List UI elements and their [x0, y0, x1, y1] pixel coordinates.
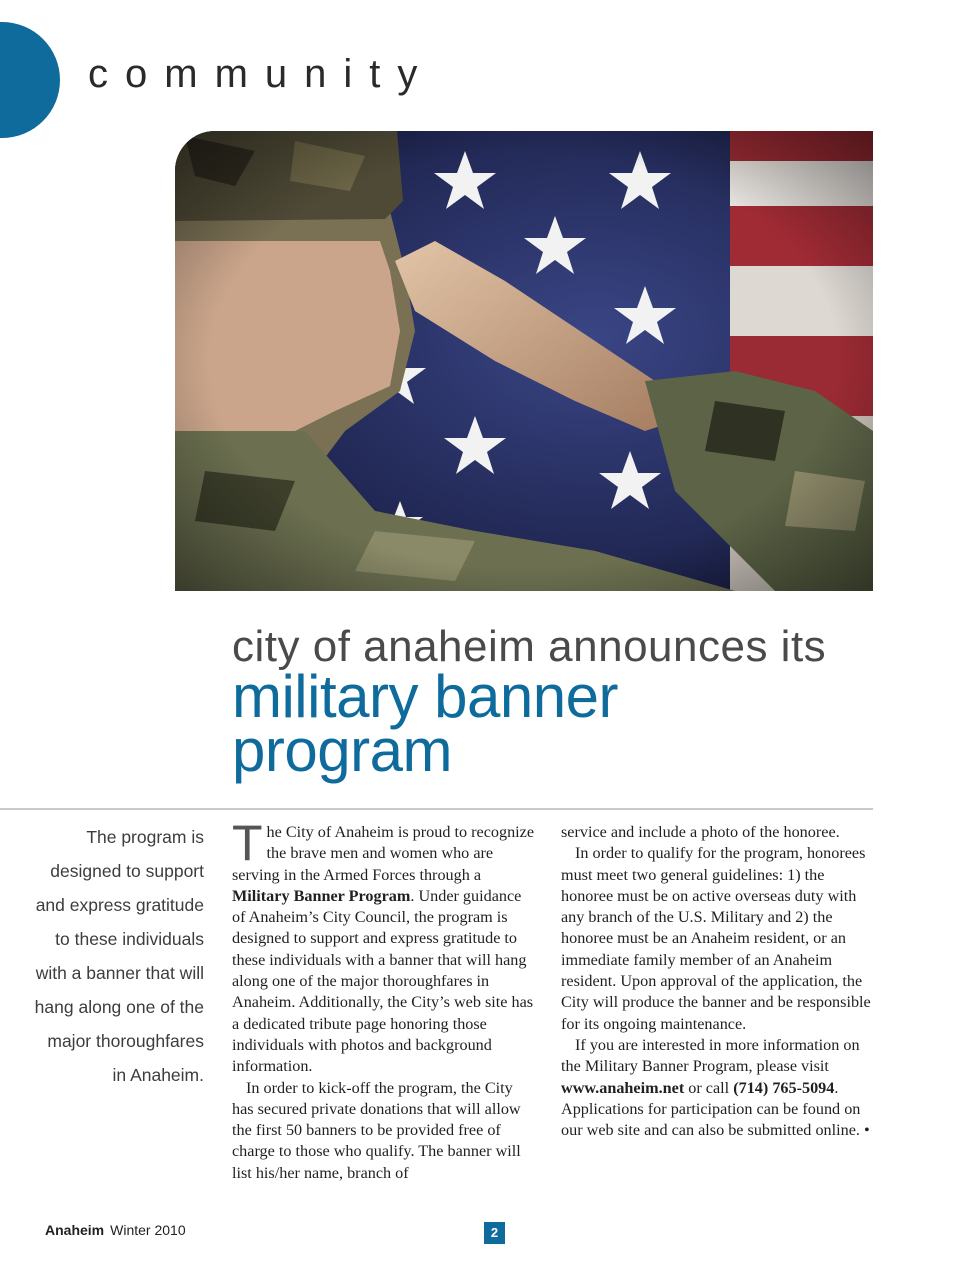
headline-title-line1: military banner — [232, 663, 618, 730]
drop-cap: T — [232, 815, 263, 871]
article-column-2 — [561, 822, 873, 1141]
article-paragraph: In order to qualify for the program, honorees must meet two general guidelines: 1) the honoree must be on active overseas duty with any branch of the U.S. Military and 2) the honoree must be an Anaheim resident, or an immediate family member of an Anaheim resident. Upon approval of the application, the City will produce the banner and be responsible for its ongoing maintenance. — [561, 844, 871, 1033]
phone-number: (714) 765-5094 — [733, 1078, 835, 1097]
section-marker-circle — [0, 22, 60, 138]
article-headline — [232, 622, 892, 784]
footer-issue: Winter 2010 — [110, 1222, 186, 1238]
program-name-bold: Military Banner Program — [232, 886, 411, 905]
hero-photo — [175, 131, 873, 591]
article-paragraph — [561, 1035, 873, 1141]
section-divider — [0, 808, 873, 810]
article-column-1 — [232, 815, 537, 1184]
paragraph-text: . Under guidance of Anaheim’s City Council, the program is designed to support and express gratitude to these individuals with a banner that will hang along one of the major thoroughfares in Anaheim. Additionally, the City’s web site has a dedicated tribute page honoring those individuals with photos and background information. — [232, 886, 534, 1076]
website-link[interactable]: www.anaheim.net — [561, 1078, 685, 1097]
page-number: 2 — [484, 1222, 505, 1244]
footer-brand: Anaheim — [45, 1222, 105, 1238]
footer-publication — [45, 1222, 186, 1238]
article-paragraph — [232, 815, 537, 1078]
paragraph-text: or call — [684, 1078, 734, 1097]
section-label: community — [88, 52, 435, 96]
saluting-soldier-flag-photo — [175, 131, 873, 591]
headline-kicker: city of anaheim announces its — [232, 622, 827, 671]
paragraph-text: If you are interested in more information on the Military Banner Program, please visit — [561, 1035, 860, 1076]
headline-title-line2: program — [232, 717, 452, 784]
article-paragraph: In order to kick-off the program, the City has secured private donations that will allow the first 50 banners to be provided free of charge to those who qualify. The banner will list his/her name, branch of — [232, 1078, 521, 1182]
article-paragraph: service and include a photo of the honoree. — [561, 823, 840, 841]
paragraph-text: he City of Anaheim is proud to recognize the brave men and women who are serving in the Armed Forces through a — [232, 823, 535, 884]
pull-quote: The program is designed to support and express gratitude to these individuals with a banner that will hang along one of the major thoroughfares in Anaheim. — [34, 827, 204, 1085]
paragraph-text: . Applications for participation can be found on our web site and can also be submitted online. • — [561, 1078, 870, 1140]
